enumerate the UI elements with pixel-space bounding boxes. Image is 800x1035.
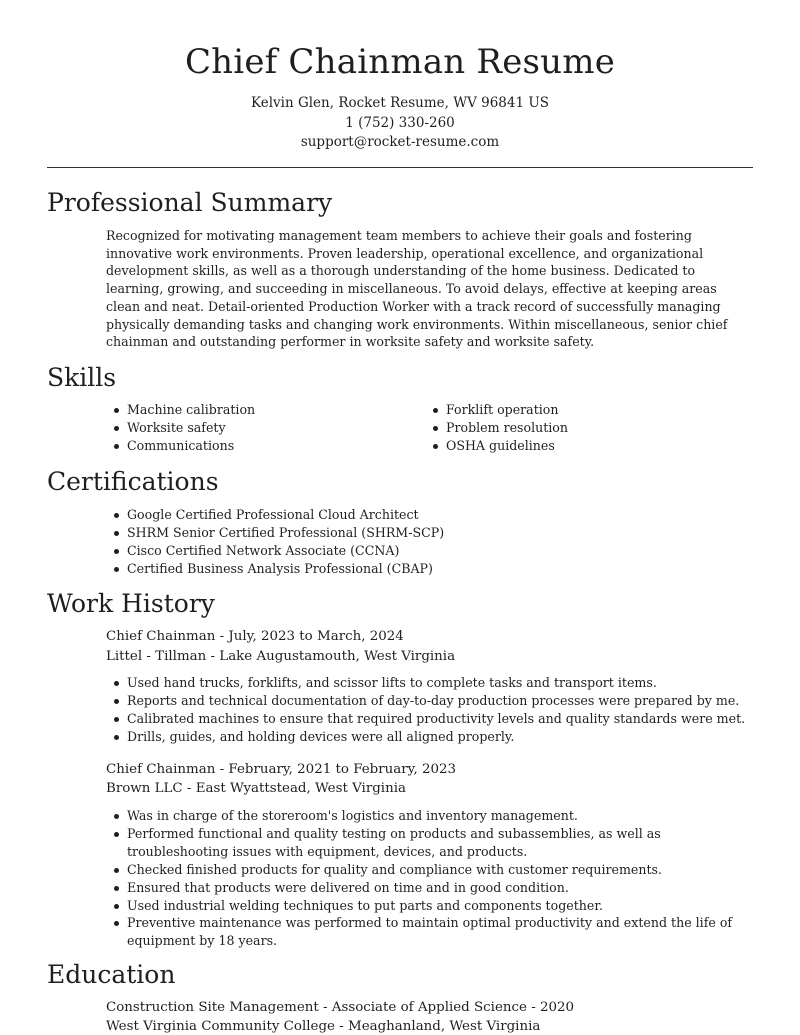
skills-heading: Skills xyxy=(47,363,117,392)
job-bullet: Calibrated machines to ensure that required productivity levels and quality standards were met. xyxy=(106,710,752,728)
summary-heading: Professional Summary xyxy=(47,188,333,217)
skill-item: Communications xyxy=(106,437,426,455)
contact-address: Kelvin Glen, Rocket Resume, WV 96841 US xyxy=(251,95,549,111)
certifications-list xyxy=(106,506,752,578)
job-bullet: Preventive maintenance was performed to maintain optimal productivity and extend the life of equipment by 18 years. xyxy=(106,914,752,950)
resume-title: Chief Chainman Resume xyxy=(184,42,616,82)
job-company-line: Littel - Tillman - Lake Augustamouth, West Virginia xyxy=(106,649,456,664)
contact-email[interactable]: support@rocket-resume.com xyxy=(300,134,500,150)
skill-item: OSHA guidelines xyxy=(425,437,745,455)
job-bullet: Checked finished products for quality and compliance with customer requirements. xyxy=(106,861,752,879)
skills-list-left xyxy=(106,401,426,455)
job-bullet: Used industrial welding techniques to put parts and components together. xyxy=(106,897,752,915)
job-title-line: Chief Chainman - February, 2021 to February, 2023 xyxy=(106,762,457,777)
certification-item: SHRM Senior Certified Professional (SHRM-SCP) xyxy=(106,524,752,542)
summary-text: Recognized for motivating management team members to achieve their goals and fostering innovative work environments. Proven leadership, operational excellence, and organizational development skills, as well as a thorough understanding of the home business. Dedicated to learning, growing, and succeeding in miscellaneous. To avoid delays, effective at keeping areas clean and neat. Detail-oriented Production Worker with a track record of successfully managing physically demanding tasks and changing work environments. Within miscellaneous, senior chief chainman and outstanding performer in worksite safety and worksite safety. xyxy=(106,228,728,350)
job-bullets xyxy=(106,674,752,746)
job-bullet: Used hand trucks, forklifts, and scissor lifts to complete tasks and transport items. xyxy=(106,674,752,692)
certification-item: Google Certified Professional Cloud Architect xyxy=(106,506,752,524)
skill-item: Worksite safety xyxy=(106,419,426,437)
job-bullet: Reports and technical documentation of day-to-day production processes were prepared by me. xyxy=(106,692,752,710)
certification-item: Certified Business Analysis Professional (CBAP) xyxy=(106,560,752,578)
skill-item: Machine calibration xyxy=(106,401,426,419)
job-bullet: Drills, guides, and holding devices were all aligned properly. xyxy=(106,728,752,746)
certifications-heading: Certifications xyxy=(47,467,219,496)
job-title-line: Chief Chainman - July, 2023 to March, 2024 xyxy=(106,629,404,644)
job-bullet: Ensured that products were delivered on time and in good condition. xyxy=(106,879,752,897)
work-history-heading: Work History xyxy=(47,589,215,618)
education-heading: Education xyxy=(47,960,176,989)
job-bullet: Was in charge of the storeroom's logistics and inventory management. xyxy=(106,807,752,825)
job-bullets xyxy=(106,807,752,950)
education-degree-line: Construction Site Management - Associate of Applied Science - 2020 xyxy=(106,1000,575,1015)
education-school-line: West Virginia Community College - Meaghanland, West Virginia xyxy=(106,1019,541,1034)
skill-item: Forklift operation xyxy=(425,401,745,419)
contact-block xyxy=(0,94,800,153)
certification-item: Cisco Certified Network Associate (CCNA) xyxy=(106,542,752,560)
skills-list-right xyxy=(425,401,745,455)
contact-phone: 1 (752) 330-260 xyxy=(345,114,455,131)
job-company-line: Brown LLC - East Wyattstead, West Virginia xyxy=(106,781,406,796)
skill-item: Problem resolution xyxy=(425,419,745,437)
job-bullet: Performed functional and quality testing on products and subassemblies, as well as troubleshooting issues with equipment, devices, and products. xyxy=(106,825,752,861)
header-divider xyxy=(47,167,753,168)
